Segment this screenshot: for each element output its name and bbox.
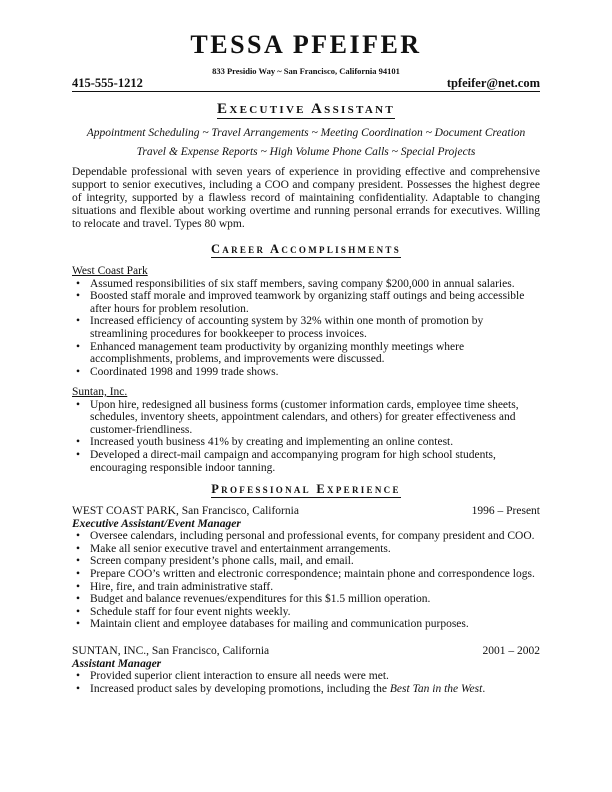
experience-title: Professional Experience <box>211 482 401 496</box>
header-divider <box>72 91 540 92</box>
job-entry <box>72 645 540 695</box>
list-item: • Hire, fire, and train administrative staff. <box>72 581 540 594</box>
job-employer <box>72 645 269 658</box>
list-item: • Schedule staff for four event nights weekly. <box>72 606 540 619</box>
list-item: • Provided superior client interaction to ensure all needs were met. <box>72 670 540 683</box>
skills-line-1: Appointment Scheduling ~ Travel Arrangements ~ Meeting Coordination ~ Document Creation <box>86 127 526 139</box>
list-item: • Screen company president’s phone calls, mail, and email. <box>72 555 540 568</box>
candidate-name: TESSA PFEIFER <box>190 30 422 59</box>
job-dates: 2001 – 2002 <box>482 645 540 657</box>
list-item: • Enhanced management team productivity by organizing monthly meetings where accomplishments, problems, and improvements were discussed. <box>72 341 540 366</box>
phone-number: 415-555-1212 <box>72 76 143 90</box>
job-duties <box>72 530 540 631</box>
email-address: tpfeifer@net.com <box>446 76 540 90</box>
summary-paragraph: Dependable professional with seven years of experience in providing effective and comprehensive support to senior executives, including a COO and company president. Possesses the highest degree of integrity, supported by a flawless record of maintaining confidentiality. Adaptable to changing situations and flexible about working overtime and running personal errands for executives. Willing to relocate and travel. Types 80 wpm. <box>72 166 540 230</box>
promotion-name: Best Tan in the West <box>389 682 483 695</box>
job-entry <box>72 505 540 631</box>
accomplishment-list <box>72 278 540 379</box>
accomplishments-title: Career Accomplishments <box>210 242 402 256</box>
accomplishment-company: West Coast Park <box>72 265 148 277</box>
list-item: • Increased youth business 41% by creating and implementing an online contest. <box>72 436 540 449</box>
list-item <box>72 683 540 696</box>
list-item: • Upon hire, redesigned all business forms (customer information cards, employee time sheets, schedules, inventory sheets, appointment calendars, and others) for greater effectiveness and customer-friendliness. <box>72 399 540 437</box>
accomplishment-group <box>72 265 540 378</box>
list-item: • Increased efficiency of accounting system by 32% within one month of promotion by streamlining procedures for bookkeeper to process invoices. <box>72 315 540 340</box>
job-header <box>72 645 540 658</box>
list-item: • Oversee calendars, including personal and professional events, for company president and COO. <box>72 530 540 543</box>
skills-line-2: Travel & Expense Reports ~ High Volume Phone Calls ~ Special Projects <box>136 146 476 158</box>
list-item: • Make all senior executive travel and entertainment arrangements. <box>72 543 540 556</box>
list-item: • Budget and balance revenues/expenditures for this $1.5 million operation. <box>72 593 540 606</box>
job-employer <box>72 505 299 518</box>
job-company: SUNTAN, INC. <box>72 645 147 657</box>
job-title: Executive Assistant/Event Manager <box>72 517 241 530</box>
list-item: • Maintain client and employee databases for mailing and communication purposes. <box>72 618 540 631</box>
job-dates: 1996 – Present <box>471 505 540 517</box>
address-line: 833 Presidio Way ~ San Francisco, California 94101 <box>212 66 400 76</box>
duty-text: Increased product sales by developing promotions, including the <box>90 682 390 695</box>
accomplishment-company: Suntan, Inc. <box>72 386 128 398</box>
job-title: Assistant Manager <box>72 657 162 670</box>
duty-text-end: . <box>482 682 486 695</box>
list-item: • Boosted staff morale and improved teamwork by organizing staff outings and being accessible after hours for problem resolution. <box>72 290 540 315</box>
job-company: WEST COAST PARK <box>72 505 176 517</box>
objective-title: Executive Assistant <box>217 101 395 117</box>
job-location: , San Francisco, California <box>175 505 299 517</box>
list-item: • Prepare COO’s written and electronic correspondence; maintain phone and correspondence logs. <box>72 568 540 581</box>
job-location: , San Francisco, California <box>146 645 270 657</box>
list-item: • Coordinated 1998 and 1999 trade shows. <box>72 366 540 379</box>
job-duties <box>72 670 540 695</box>
job-header <box>72 505 540 518</box>
list-item: • Developed a direct-mail campaign and accompanying program for high school students, encouraging responsible indoor tanning. <box>72 449 540 474</box>
list-item: • Assumed responsibilities of six staff members, saving company $200,000 in annual salaries. <box>72 278 540 291</box>
accomplishment-list <box>72 399 540 475</box>
accomplishment-group <box>72 386 540 474</box>
